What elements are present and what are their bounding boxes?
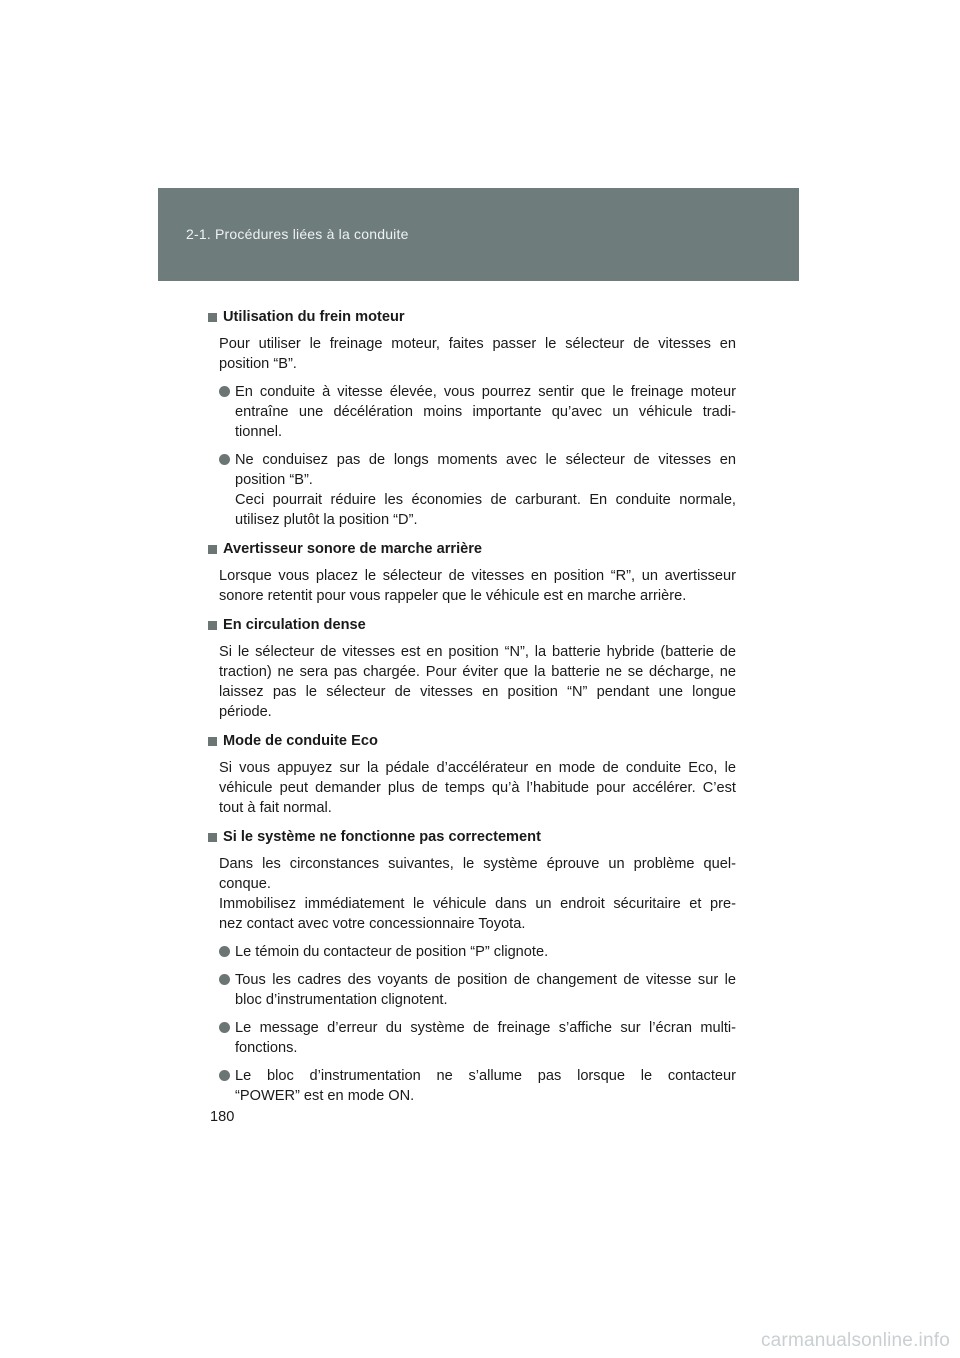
paragraph-line: période. xyxy=(219,704,272,720)
paragraph-line: tout à fait normal. xyxy=(219,800,332,816)
section-heading xyxy=(208,730,736,752)
paragraph-line: position “B”. xyxy=(219,356,297,372)
bullet-line: tionnel. xyxy=(235,424,283,440)
section-title: Avertisseur sonore de marche arrière xyxy=(223,541,483,557)
bullet-item xyxy=(219,450,736,530)
bullet-item xyxy=(219,1018,736,1058)
paragraph-line: Si vous appuyez sur la pédale d’accélérateur en mode de conduite Eco, le xyxy=(219,760,736,776)
bullet-item xyxy=(219,942,736,962)
round-bullet-icon xyxy=(219,454,230,465)
paragraph-line: nez contact avec votre concessionnaire Toyota. xyxy=(219,916,526,932)
bullet-text xyxy=(235,970,736,1010)
bullet-line: En conduite à vitesse élevée, vous pourrez sentir que le freinage moteur xyxy=(235,384,736,400)
paragraph-line: Lorsque vous placez le sélecteur de vitesses en position “R”, un avertisseur xyxy=(219,568,736,584)
page-content xyxy=(208,306,736,1114)
paragraph-line: véhicule peut demander plus de temps qu’à l’habitude pour accélérer. C’est xyxy=(219,780,736,796)
paragraph-line: conque. xyxy=(219,876,271,892)
bullet-line: “POWER” est en mode ON. xyxy=(235,1088,415,1104)
round-bullet-icon xyxy=(219,1070,230,1081)
section-title: En circulation dense xyxy=(223,617,366,633)
bullet-text xyxy=(235,942,736,962)
paragraph-line: Si le sélecteur de vitesses est en position “N”, la batterie hybride (batterie de xyxy=(219,644,736,660)
square-bullet-icon xyxy=(208,545,217,554)
section xyxy=(208,306,736,530)
bullet-text xyxy=(235,1066,736,1106)
bullet-line: position “B”. xyxy=(235,472,313,488)
bullet-line: Tous les cadres des voyants de position de changement de vitesse sur le xyxy=(235,972,736,988)
section xyxy=(208,614,736,722)
section xyxy=(208,538,736,606)
bullet-line: Ne conduisez pas de longs moments avec le sélecteur de vitesses en xyxy=(235,452,736,468)
bullet-line: bloc d’instrumentation clignotent. xyxy=(235,992,448,1008)
section xyxy=(208,730,736,818)
square-bullet-icon xyxy=(208,737,217,746)
section-title: Utilisation du frein moteur xyxy=(223,309,405,325)
bullet-line: Le témoin du contacteur de position “P” clignote. xyxy=(235,944,549,960)
section xyxy=(208,826,736,1106)
section-title: Mode de conduite Eco xyxy=(223,733,378,749)
section-paragraph xyxy=(219,566,736,606)
bullet-line: entraîne une décélération moins importante qu’avec un véhicule tradi- xyxy=(235,404,736,420)
section-paragraph xyxy=(219,642,736,722)
round-bullet-icon xyxy=(219,386,230,397)
bullet-line: Ceci pourrait réduire les économies de carburant. En conduite normale, xyxy=(235,492,736,508)
bullet-text xyxy=(235,450,736,530)
paragraph-line: Pour utiliser le freinage moteur, faites passer le sélecteur de vitesses en xyxy=(219,336,736,352)
bullet-line: utilisez plutôt la position “D”. xyxy=(235,512,418,528)
bullet-line: fonctions. xyxy=(235,1040,298,1056)
bullet-line: Le bloc d’instrumentation ne s’allume pas lorsque le contacteur xyxy=(235,1068,736,1084)
paragraph-line: traction) ne sera pas chargée. Pour éviter que la batterie ne se décharge, ne xyxy=(219,664,736,680)
bullet-text xyxy=(235,1018,736,1058)
section-paragraph xyxy=(219,334,736,374)
chapter-header xyxy=(158,188,799,281)
round-bullet-icon xyxy=(219,1022,230,1033)
paragraph-line: Dans les circonstances suivantes, le système éprouve un problème quel- xyxy=(219,856,736,872)
bullet-item xyxy=(219,382,736,442)
section-heading xyxy=(208,538,736,560)
round-bullet-icon xyxy=(219,946,230,957)
page-number: 180 xyxy=(210,1109,235,1125)
section-heading xyxy=(208,306,736,328)
bullet-item xyxy=(219,970,736,1010)
section-paragraph xyxy=(219,854,736,934)
square-bullet-icon xyxy=(208,621,217,630)
round-bullet-icon xyxy=(219,974,230,985)
paragraph-line: Immobilisez immédiatement le véhicule dans un endroit sécuritaire et pre- xyxy=(219,896,736,912)
breadcrumb: 2-1. Procédures liées à la conduite xyxy=(186,226,409,242)
square-bullet-icon xyxy=(208,833,217,842)
square-bullet-icon xyxy=(208,313,217,322)
bullet-item xyxy=(219,1066,736,1106)
section-title: Si le système ne fonctionne pas correctement xyxy=(223,829,541,845)
paragraph-line: laissez pas le sélecteur de vitesses en position “N” pendant une longue xyxy=(219,684,736,700)
watermark[interactable]: carmanualsonline.info xyxy=(760,1330,950,1351)
section-heading xyxy=(208,826,736,848)
bullet-text xyxy=(235,382,736,442)
section-heading xyxy=(208,614,736,636)
paragraph-line: sonore retentit pour vous rappeler que le véhicule est en marche arrière. xyxy=(219,588,687,604)
section-paragraph xyxy=(219,758,736,818)
bullet-line: Le message d’erreur du système de freinage s’affiche sur l’écran multi- xyxy=(235,1020,736,1036)
